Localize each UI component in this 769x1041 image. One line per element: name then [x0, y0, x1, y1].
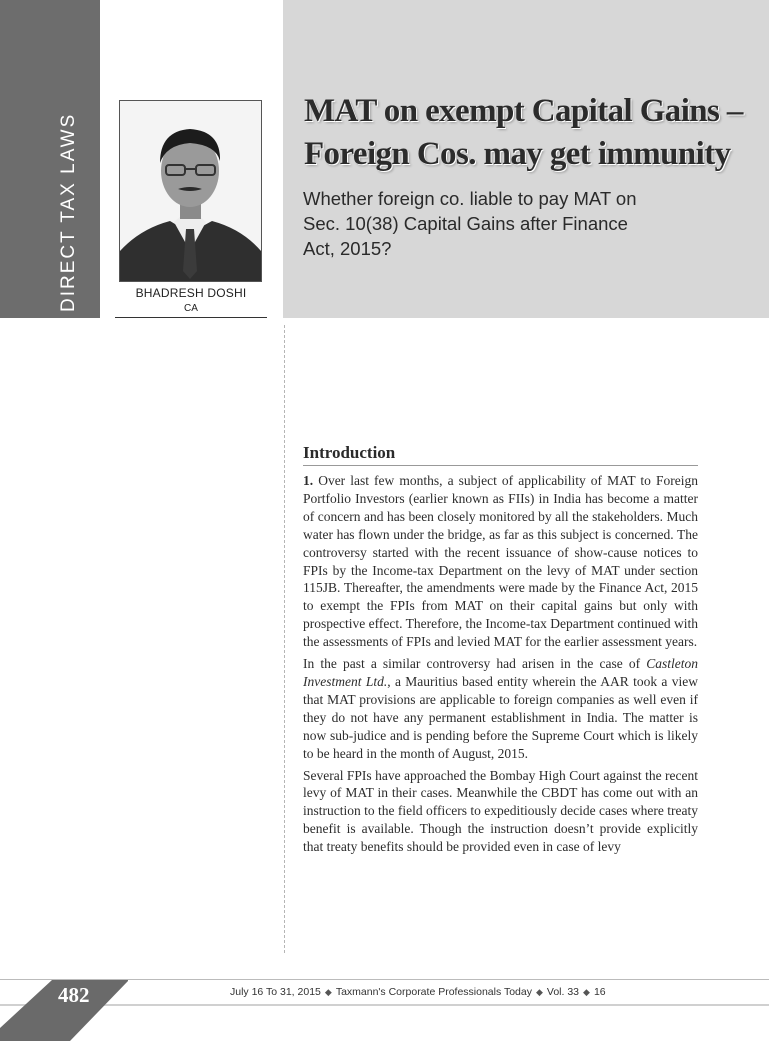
paragraph-3 [303, 767, 698, 857]
footer-info [230, 986, 606, 998]
diamond-icon: ◆ [324, 987, 332, 997]
diamond-icon: ◆ [583, 987, 590, 997]
section-label: DIRECT TAX LAWS [58, 112, 79, 312]
paragraph-1 [303, 472, 698, 651]
author-name: BHADRESH DOSHI [135, 286, 247, 300]
footer-publication: Taxmann's Corporate Professionals Today [335, 986, 532, 998]
paragraph-2 [303, 655, 698, 762]
article-title-line-1: MAT on exempt Capital Gains – [304, 93, 743, 129]
subtitle-line-2: Sec. 10(38) Capital Gains after Finance [303, 213, 628, 234]
paragraph-3-text: Several FPIs have approached the Bombay High Court against the recent levy of MAT in their cases. Meanwhile the CBDT has come out with an instruction to the field officers to expeditiously decide cases where treaty benefit is available. Though the instruction doesn’t provide explicitly that treaty benefits should be provided even in case of levy [303, 767, 698, 855]
article-title [304, 90, 744, 176]
case-name: Castleton Investment Ltd. [303, 656, 698, 689]
heading-divider [303, 465, 698, 466]
paragraph-1-text: Over last few months, a subject of applicability of MAT to Foreign Portfolio Investors (earlier known as FIIs) in India has become a matter of concern and has been closely monitored by all the stakeholders. Much water has flown under the bridge, as far as this subject is concerned. The controversy started with the recent issuance of show-cause notices to FPIs by the Income-tax Department on the levy of MAT under section 115JB. Thereafter, the amendments were made by the Finance Act, 2015 to exempt the FPIs from MAT on their capital gains but only with prospective effect. Therefore, the Income-tax Department continued with the assessments of FPIs and levied MAT for the earlier assessment years. [303, 473, 698, 650]
page-number: 482 [58, 983, 90, 1007]
author-divider [115, 317, 267, 318]
author-portrait-icon [120, 101, 261, 281]
column-guide [284, 325, 285, 953]
section-heading: Introduction [303, 443, 396, 462]
diamond-icon: ◆ [535, 987, 543, 997]
author-title: CA [184, 303, 198, 314]
section-strip [0, 0, 100, 318]
footer-issue: 16 [593, 986, 606, 998]
paragraph-number: 1. [303, 473, 314, 488]
subtitle-line-3: Act, 2015? [303, 238, 392, 259]
article-title-line-2: Foreign Cos. may get immunity [304, 136, 731, 172]
article-subtitle [303, 186, 723, 261]
footer-volume: Vol. 33 [546, 986, 580, 998]
paragraph-2-text: , a Mauritius based entity wherein the AAR took a view that MAT provisions are applicable to foreign companies as well even if they do not have any permanent establishment in India. The matter is now sub-judice and is pending before the Supreme Court which is likely to be heard in the month of August, 2015. [303, 673, 698, 761]
article-body [303, 472, 698, 860]
paragraph-2-lead: In the past a similar controversy had arisen in the case of [303, 656, 647, 672]
author-photo [119, 100, 262, 282]
footer-date: July 16 To 31, 2015 [230, 986, 321, 998]
subtitle-line-1: Whether foreign co. liable to pay MAT on [303, 188, 637, 209]
